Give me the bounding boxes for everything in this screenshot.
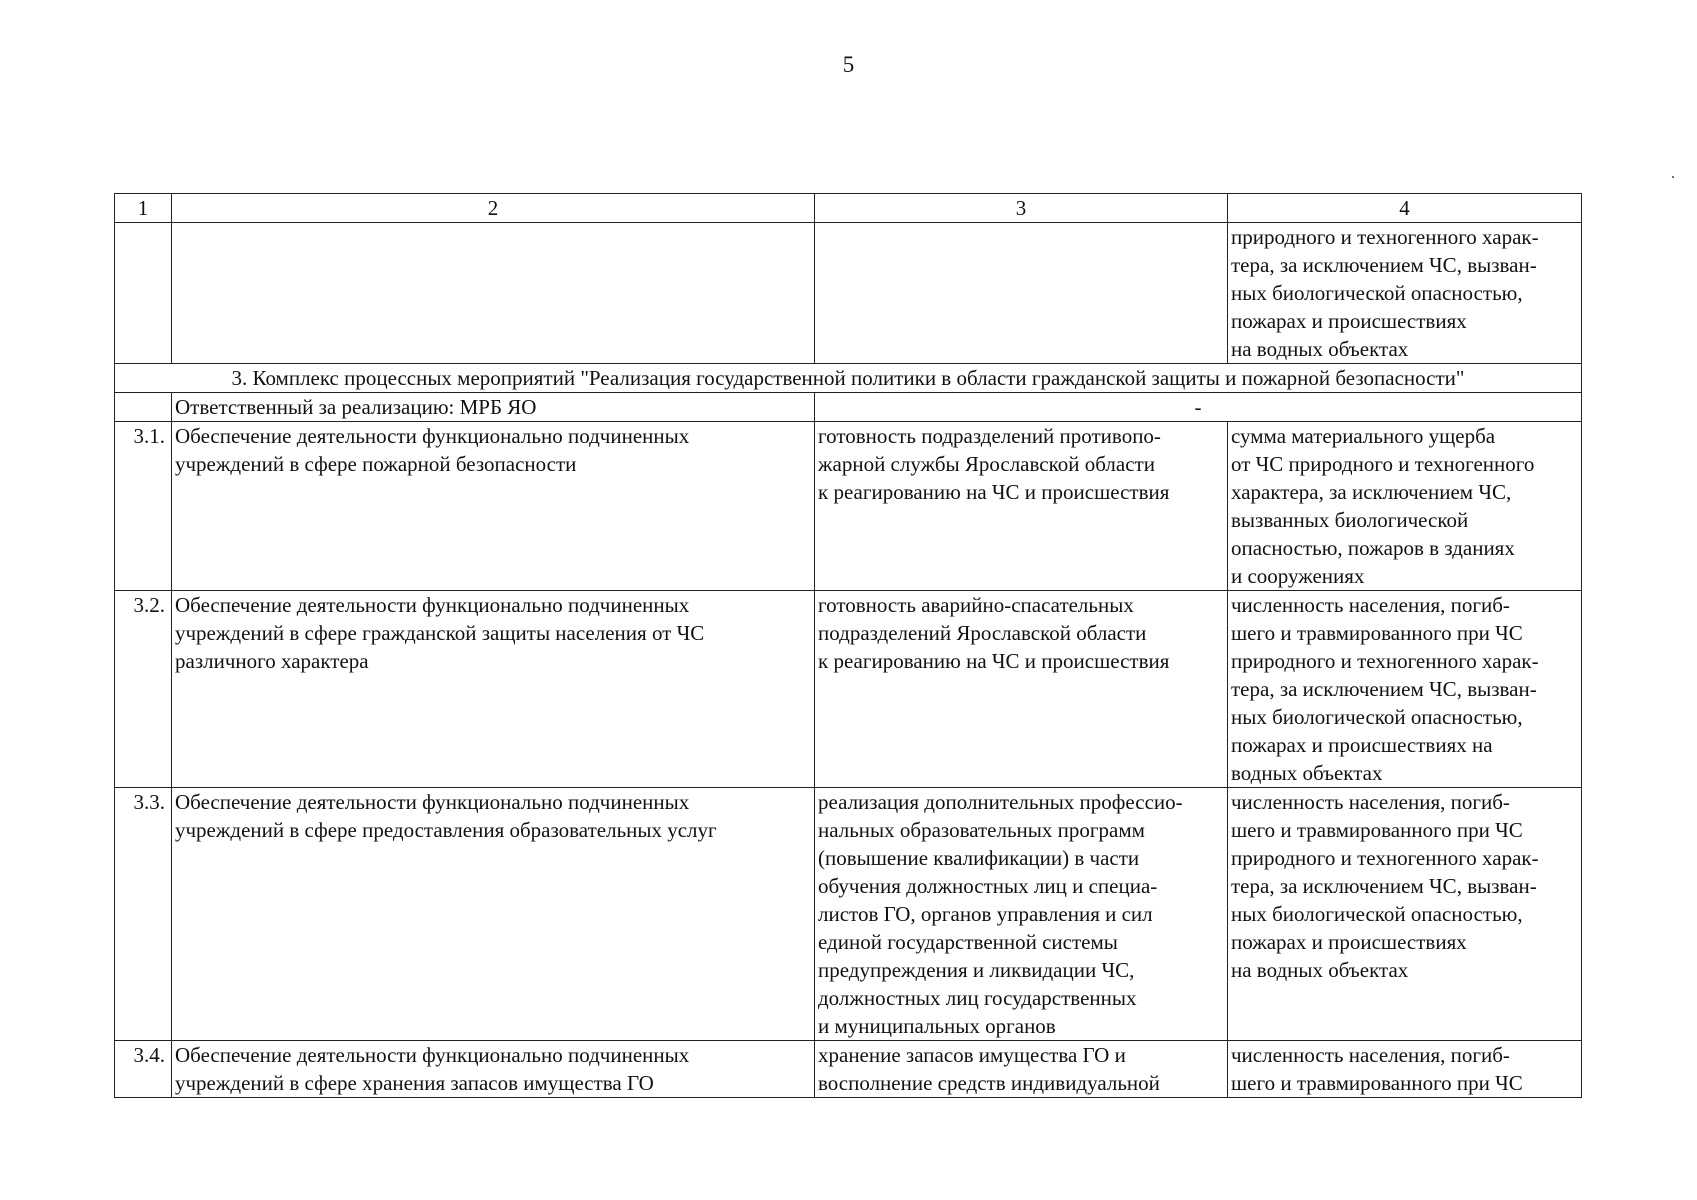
table-row	[115, 1041, 1582, 1098]
table-row	[115, 422, 1582, 591]
header-col-4: 4	[1228, 194, 1582, 223]
section-title: 3. Комплекс процессных мероприятий "Реализация государственной политики в области гражданской защиты и пожарной безопасности"	[115, 364, 1582, 393]
table-row	[115, 788, 1582, 1041]
row-result: хранение запасов имущества ГО и восполнение средств индивидуальной	[815, 1041, 1228, 1098]
table-header-row	[115, 194, 1582, 223]
responsible-num	[115, 393, 172, 422]
row-result: готовность аварийно-спасательных подразделений Ярославской области к реагированию на ЧС и происшествия	[815, 591, 1228, 788]
header-col-1: 1	[115, 194, 172, 223]
header-col-2: 2	[172, 194, 815, 223]
header-col-3: 3	[815, 194, 1228, 223]
continuation-num	[115, 223, 172, 364]
continuation-indicator: природного и техногенного харак- тера, за исключением ЧС, вызван- ных биологической опасностью, пожарах и происшествиях на водных объектах	[1228, 223, 1582, 364]
row-number: 3.4.	[115, 1041, 172, 1098]
section-title-row	[115, 364, 1582, 393]
responsible-row	[115, 393, 1582, 422]
row-number: 3.3.	[115, 788, 172, 1041]
responsible-value: -	[815, 393, 1582, 422]
scan-speck	[1672, 176, 1674, 178]
row-indicator: численность населения, погиб- шего и травмированного при ЧС природного и техногенного харак- тера, за исключением ЧС, вызван- ных биологической опасностью, пожарах и происшествиях на водных объектах	[1228, 788, 1582, 1041]
continuation-result	[815, 223, 1228, 364]
row-task: Обеспечение деятельности функционально подчиненных учреждений в сфере пожарной безопасности	[172, 422, 815, 591]
row-indicator: сумма материального ущерба от ЧС природного и техногенного характера, за исключением ЧС, вызванных биологической опасностью, пожаров в зданиях и сооружениях	[1228, 422, 1582, 591]
row-task: Обеспечение деятельности функционально подчиненных учреждений в сфере хранения запасов имущества ГО	[172, 1041, 815, 1098]
table-row	[115, 591, 1582, 788]
row-indicator: численность населения, погиб- шего и травмированного при ЧС природного и техногенного харак- тера, за исключением ЧС, вызван- ных биологической опасностью, пожарах и происшествиях на водных объектах	[1228, 591, 1582, 788]
continuation-row	[115, 223, 1582, 364]
row-result: реализация дополнительных профессио- нальных образовательных программ (повышение квалификации) в части обучения должностных лиц и специа- листов ГО, органов управления и сил единой государственной системы предупреждения и ликвидации ЧС, должностных лиц государственных и муниципальных органов	[815, 788, 1228, 1041]
page-number: 5	[842, 52, 855, 77]
row-result: готовность подразделений противопо- жарной службы Ярославской области к реагированию на ЧС и происшествия	[815, 422, 1228, 591]
continuation-task	[172, 223, 815, 364]
activities-table	[114, 193, 1582, 1098]
row-number: 3.2.	[115, 591, 172, 788]
row-indicator: численность населения, погиб- шего и травмированного при ЧС	[1228, 1041, 1582, 1098]
row-task: Обеспечение деятельности функционально подчиненных учреждений в сфере гражданской защиты населения от ЧС различного характера	[172, 591, 815, 788]
responsible-label: Ответственный за реализацию: МРБ ЯО	[172, 393, 815, 422]
row-task: Обеспечение деятельности функционально подчиненных учреждений в сфере предоставления образовательных услуг	[172, 788, 815, 1041]
row-number: 3.1.	[115, 422, 172, 591]
